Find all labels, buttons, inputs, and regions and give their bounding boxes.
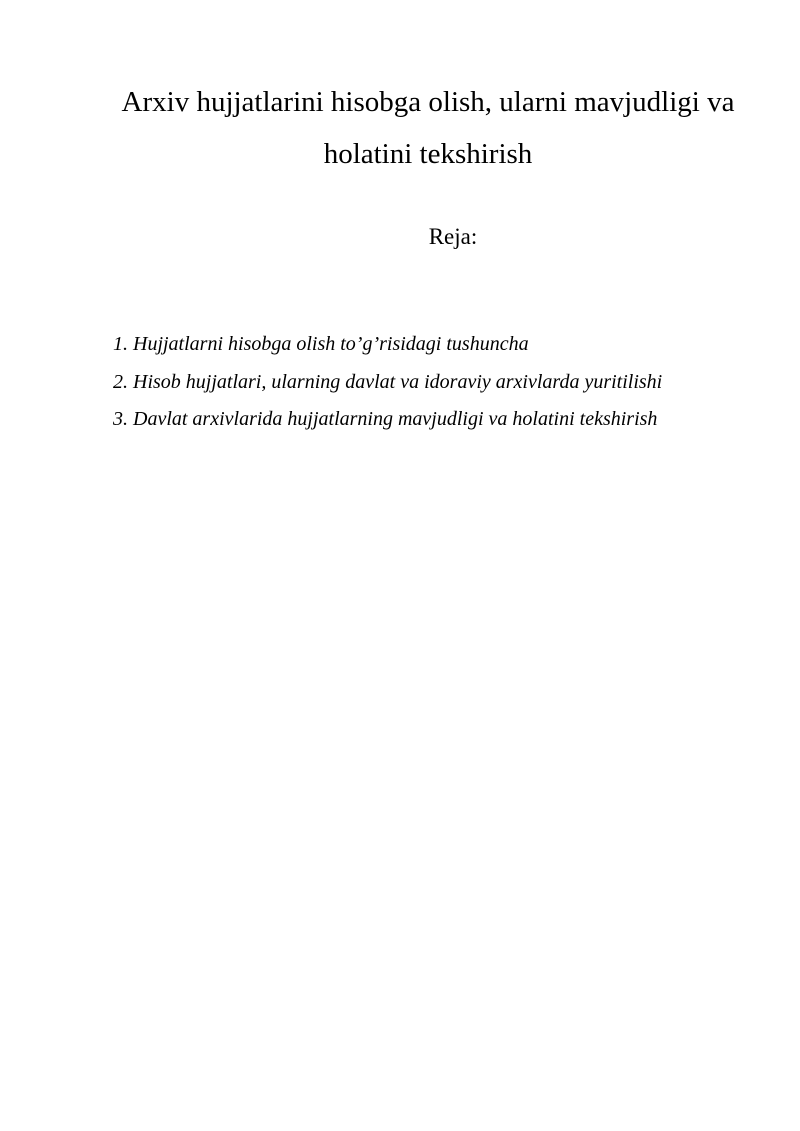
plan-item-number: 1. xyxy=(113,333,128,355)
plan-item-number: 3. xyxy=(113,408,128,430)
plan-list xyxy=(113,326,662,439)
document-title-line-2: holatini tekshirish xyxy=(323,138,533,170)
plan-item-text: Hisob hujjatlari, ularning davlat va idoraviy arxivlarda yuritilishi xyxy=(133,370,663,393)
plan-item-text: Davlat arxivlarida hujjatlarning mavjudligi va holatini tekshirish xyxy=(133,408,658,430)
plan-item-text: Hujjatlarni hisobga olish to’g’risidagi tushuncha xyxy=(133,333,529,355)
plan-heading: Reja: xyxy=(428,224,478,249)
plan-item xyxy=(113,364,662,402)
plan-item xyxy=(113,401,662,439)
plan-item-number: 2. xyxy=(113,370,128,393)
document-title xyxy=(100,76,756,180)
plan-item xyxy=(113,326,662,364)
document-title-line-1: Arxiv hujjatlarini hisobga olish, ularni mavjudligi va xyxy=(121,86,735,118)
